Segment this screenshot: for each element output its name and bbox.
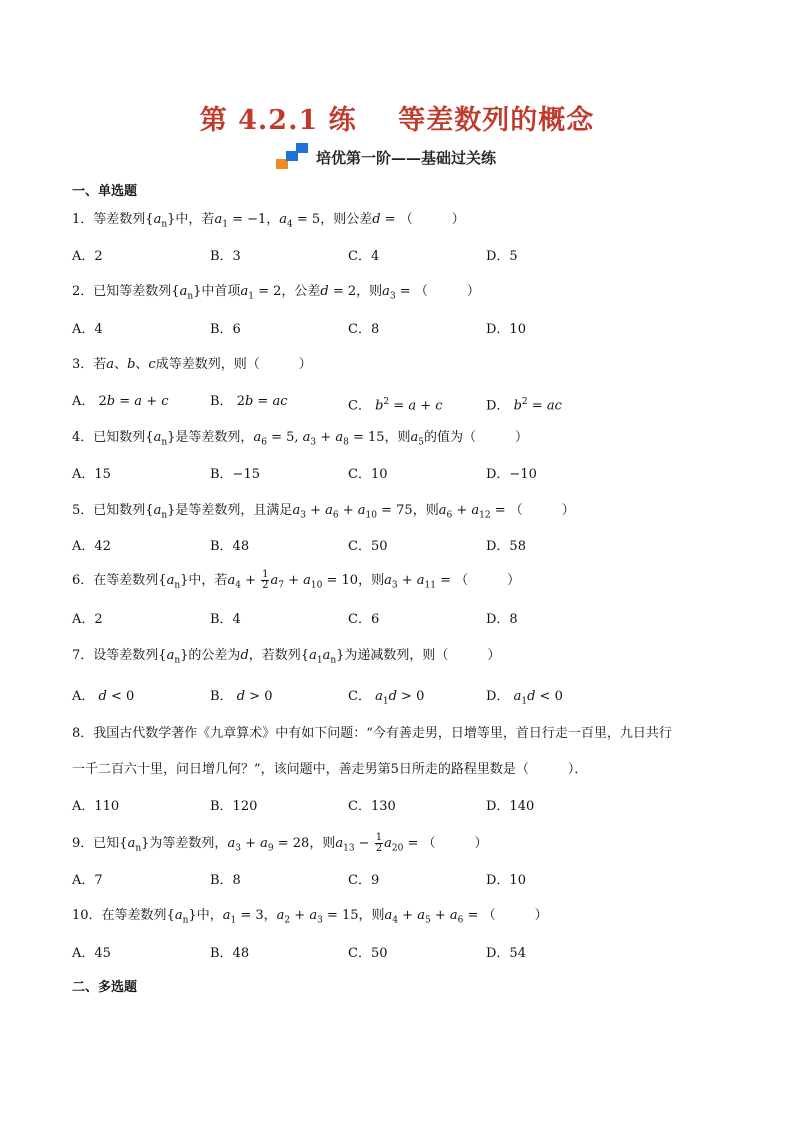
q5-option-d[interactable]: D．58 — [486, 539, 526, 554]
question-8-line-1: 8．我国古代数学著作《九章算术》中有如下问题：“今有善走男，日增等里，首日行走一百里，九日共行 — [72, 726, 672, 741]
q8-option-b[interactable]: B．120 — [210, 799, 258, 814]
q2-option-c[interactable]: C．8 — [348, 322, 380, 337]
q1-option-d[interactable]: D．5 — [486, 249, 518, 264]
q8-option-a[interactable]: A．110 — [72, 799, 120, 814]
q6-option-a[interactable]: A．2 — [72, 612, 103, 627]
q9-option-b[interactable]: B．8 — [210, 873, 241, 888]
q10-option-b[interactable]: B．48 — [210, 946, 250, 961]
q7-option-c[interactable]: C． $a_1d > 0$ — [348, 689, 425, 707]
q4-option-d[interactable]: D．−10 — [486, 467, 537, 482]
question-6: 6．在等差数列$\{a_n\}$中，若$a_4$ + $\frac{1}{2}$ $a_7 + a_{10} = 10$，则$a_3 + a_{11}$ = （ ） — [72, 569, 521, 591]
q10-option-c[interactable]: C．50 — [348, 946, 388, 961]
q5-option-a[interactable]: A．42 — [72, 539, 111, 554]
question-8-line-2: 一千二百六十里，问日增几何？”，该问题中，善走男第5日所走的路程里数是（ ）． — [72, 762, 588, 777]
q9-option-c[interactable]: C．9 — [348, 873, 380, 888]
q10-option-d[interactable]: D．54 — [486, 946, 526, 961]
question-2: 2．已知等差数列$\{a_n\}$中首项$a_1 = 2$，公差d = 2，则$a_3$ = （ ） — [72, 284, 480, 302]
q7-option-d[interactable]: D． $a_1d < 0$ — [486, 689, 563, 707]
page-subtitle: 培优第一阶——基础过关练 — [316, 148, 497, 167]
q3-option-b[interactable]: B． 2b = ac — [210, 394, 288, 409]
question-7: 7．设等差数列$\{a_n\}$的公差为d，若数列$\{a_1a_n\}$为递减数列，则（ ） — [72, 648, 501, 666]
q4-option-a[interactable]: A．15 — [72, 467, 111, 482]
q5-option-c[interactable]: C．50 — [348, 539, 388, 554]
question-3: 3．若a、b、c成等差数列，则（ ） — [72, 357, 312, 372]
question-9: 9．已知$\{a_n\}$为等差数列，$a_3 + a_9 = 28$，则$a_{13}$ − $\frac{1}{2}$ $a_{20}$ = （ ） — [72, 832, 488, 854]
q3-option-d[interactable]: D． $b^2$ = ac — [486, 397, 562, 414]
q6-option-c[interactable]: C．6 — [348, 612, 380, 627]
q4-option-b[interactable]: B．−15 — [210, 467, 260, 482]
section-multi-choice: 二、多选题 — [72, 980, 138, 995]
q8-option-c[interactable]: C．130 — [348, 799, 396, 814]
q6-option-d[interactable]: D．8 — [486, 612, 518, 627]
stairs-logo-icon — [276, 143, 310, 171]
q2-option-a[interactable]: A．4 — [72, 322, 103, 337]
q3-option-c[interactable]: C． $b^2 = a + c$ — [348, 397, 443, 414]
question-10: 10．在等差数列$\{a_n\}$中，$a_1 = 3$，$a_2 + a_3 = 15$，则$a_4 + a_5 + a_6$ = （ ） — [72, 908, 548, 926]
q2-option-b[interactable]: B．6 — [210, 322, 241, 337]
q5-option-b[interactable]: B．48 — [210, 539, 250, 554]
q9-option-d[interactable]: D．10 — [486, 873, 526, 888]
q4-option-c[interactable]: C．10 — [348, 467, 388, 482]
question-1: 1．等差数列$\{a_n\}$中，若$a_1 = -1$，$a_4 = 5$，则公差d = （ ） — [72, 212, 465, 230]
q8-option-d[interactable]: D．140 — [486, 799, 535, 814]
page-title: 第 4.2.1 练 等差数列的概念 — [199, 105, 595, 136]
fraction-one-half: $\frac{1}{2}$ — [375, 832, 383, 854]
question-4: 4．已知数列$\{a_n\}$是等差数列，$a_6 = 5$, $a_3 + a_8 = 15$，则$a_5$的值为（ ） — [72, 430, 529, 448]
q1-option-b[interactable]: B．3 — [210, 249, 241, 264]
fraction-one-half: $\frac{1}{2}$ — [262, 569, 269, 591]
q1-option-a[interactable]: A．2 — [72, 249, 103, 264]
section-single-choice: 一、单选题 — [72, 184, 138, 199]
question-5: 5．已知数列$\{a_n\}$是等差数列，且满足$a_3 + a_6 + a_{10} = 75$，则$a_6 + a_{12}$ = （ ） — [72, 503, 575, 521]
q10-option-a[interactable]: A．45 — [72, 946, 111, 961]
q1-option-c[interactable]: C．4 — [348, 249, 380, 264]
q7-option-a[interactable]: A． d < 0 — [72, 689, 135, 704]
q7-option-b[interactable]: B． d > 0 — [210, 689, 273, 704]
q3-option-a[interactable]: A． 2b = a + c — [72, 394, 169, 409]
q2-option-d[interactable]: D．10 — [486, 322, 526, 337]
q9-option-a[interactable]: A．7 — [72, 873, 103, 888]
q6-option-b[interactable]: B．4 — [210, 612, 241, 627]
subtitle-row — [276, 142, 496, 172]
